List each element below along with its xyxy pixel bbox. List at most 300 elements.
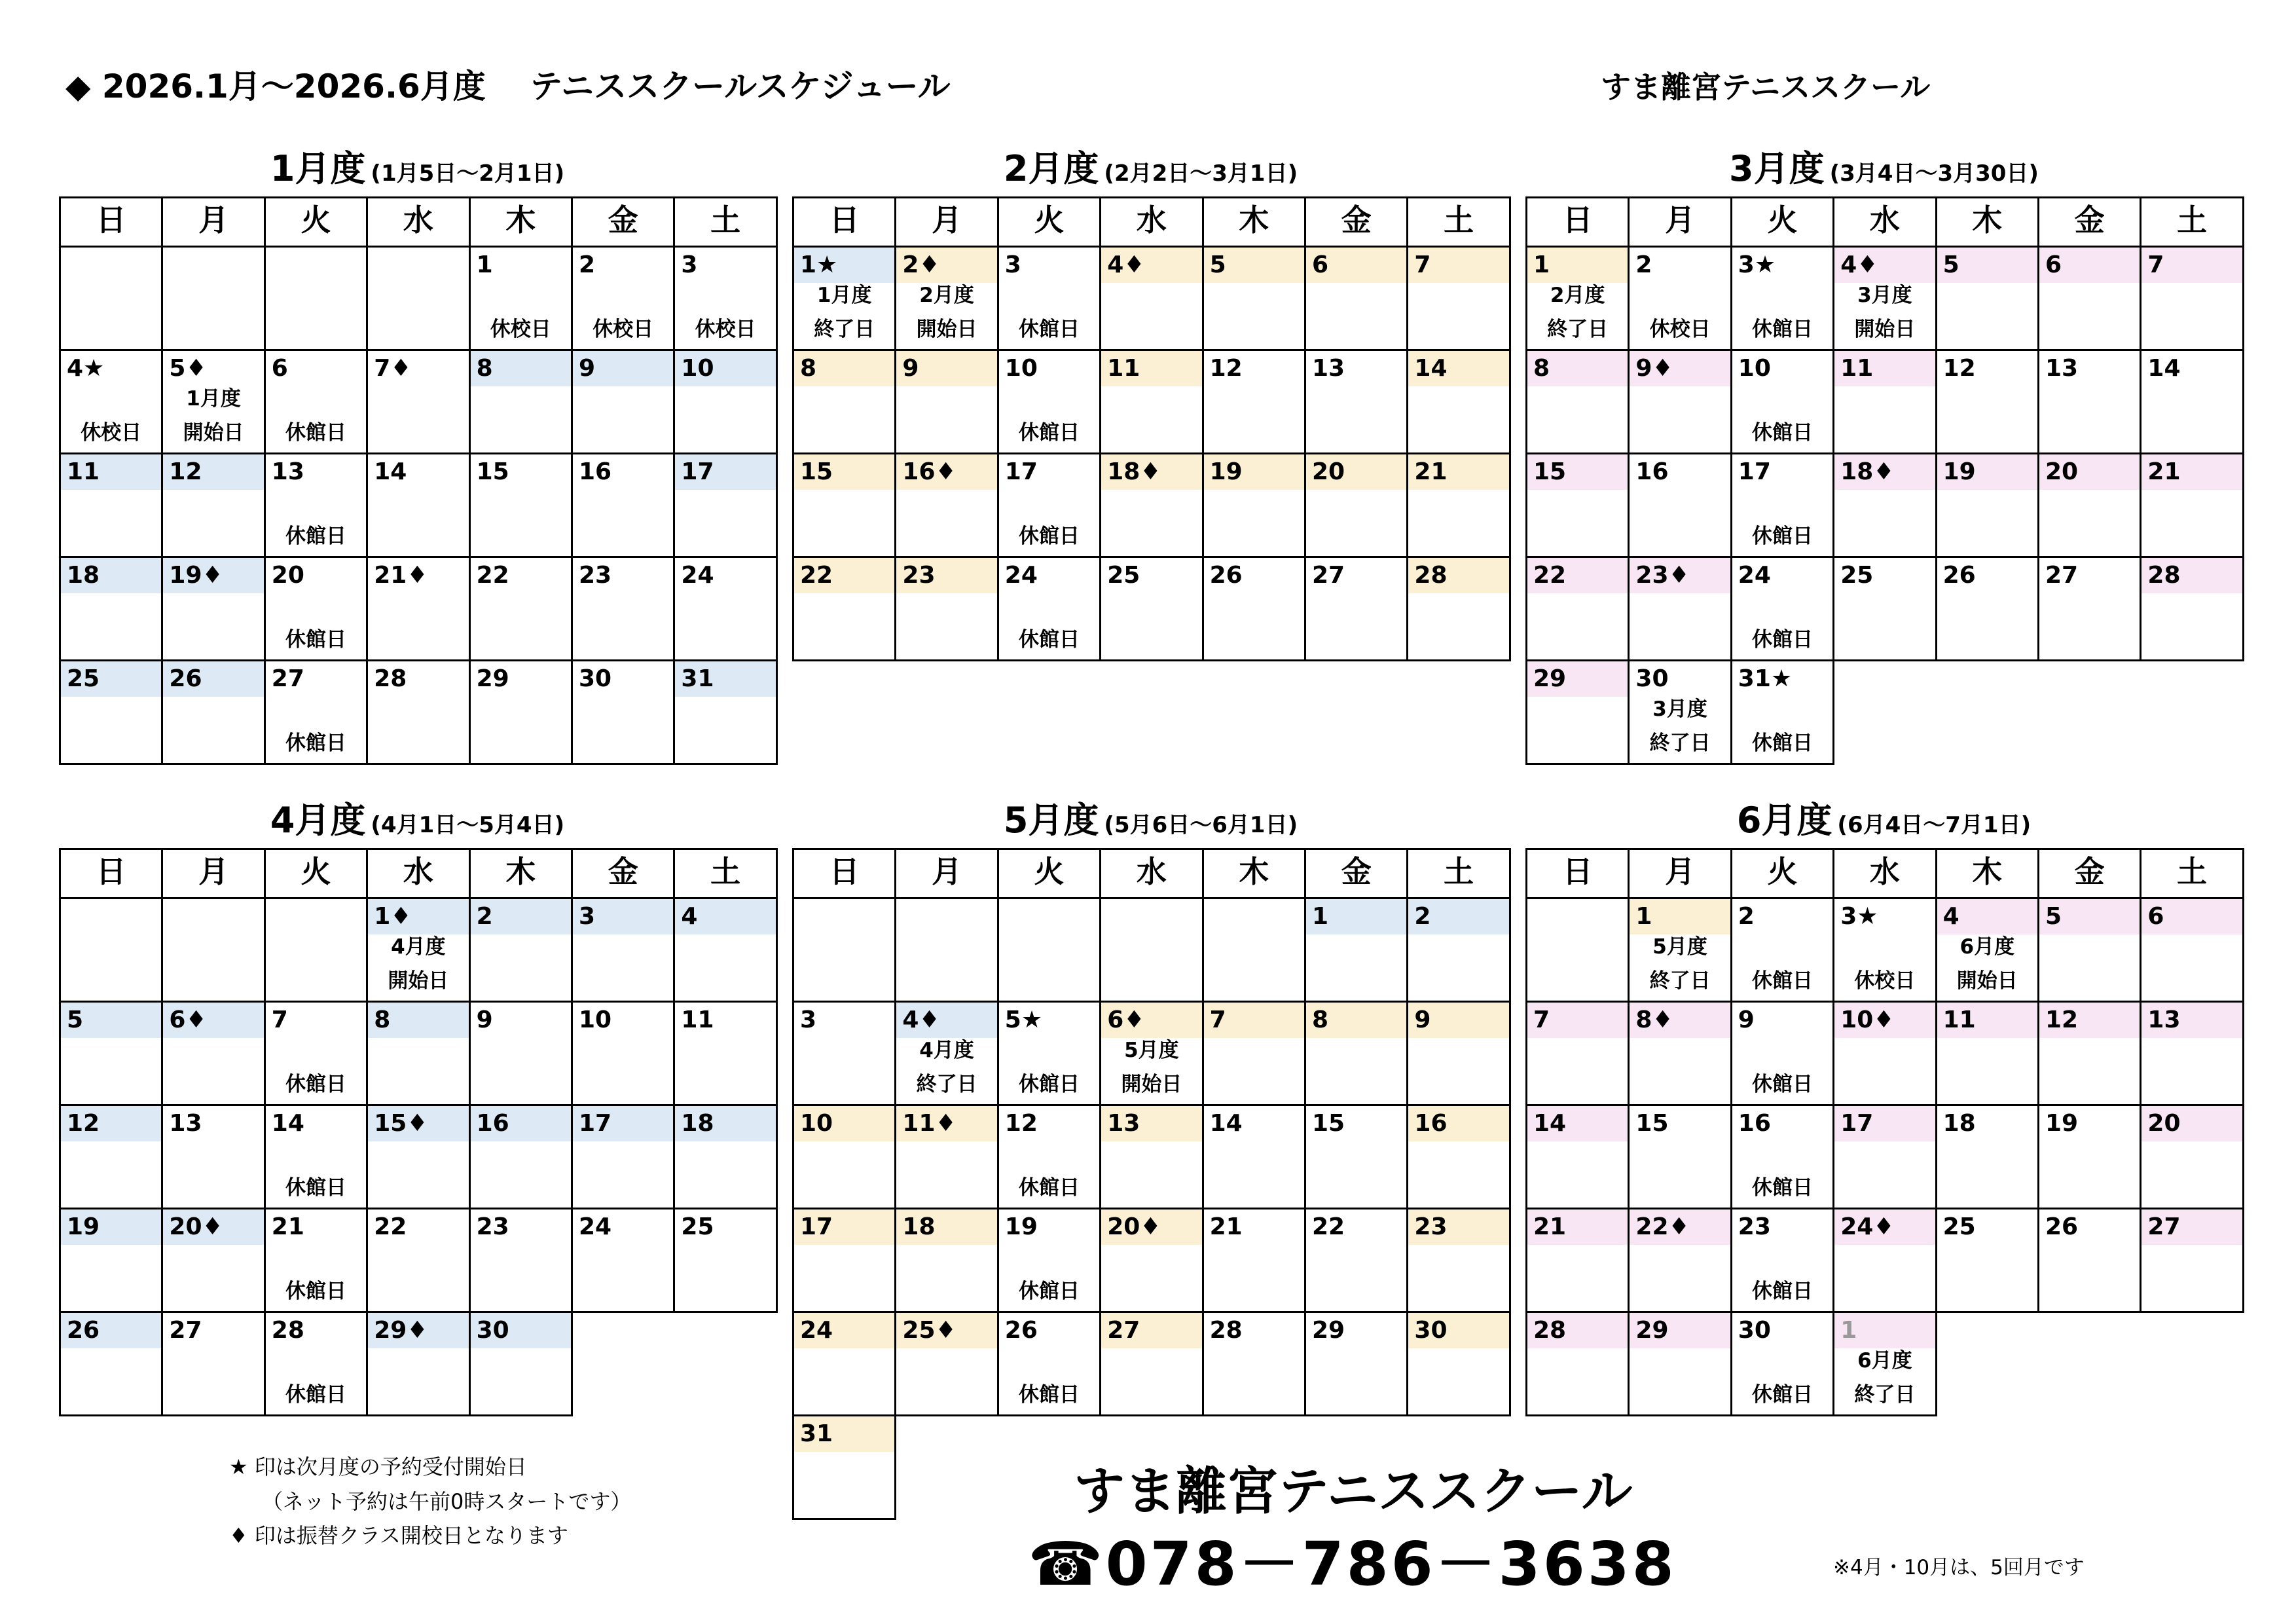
day-note: 1月度 開始日 (183, 387, 244, 445)
day-number: 21♦ (374, 562, 428, 589)
day-note: 休館日 (285, 525, 346, 548)
day-cell (1202, 1208, 1306, 1313)
month-label: 3月度 (1729, 148, 1825, 189)
day-number: 7 (1527, 1003, 1628, 1038)
day-cell (1525, 1311, 1630, 1416)
day-cell (1202, 452, 1306, 558)
day-number: 6♦ (163, 1003, 263, 1038)
day-number: 26 (1942, 562, 1976, 589)
day-number: 29 (1630, 1313, 1730, 1348)
day-note: 休館日 (1018, 1383, 1080, 1407)
weekday-header: 日 (792, 848, 896, 899)
day-note: 休館日 (285, 1176, 346, 1200)
month-range: (5月6日～6月1日) (1104, 812, 1298, 838)
day-cell (2140, 897, 2244, 1003)
day-cell (894, 349, 998, 454)
month-label: 6月度 (1736, 800, 1832, 841)
day-number: 22♦ (1630, 1209, 1730, 1245)
day-cell (1406, 1001, 1510, 1106)
day-number: 7 (271, 1006, 288, 1033)
day-number: 3 (681, 251, 698, 278)
weekday-header: 日 (1525, 196, 1630, 248)
day-cell (792, 1104, 896, 1209)
day-number: 21 (2141, 454, 2242, 490)
day-cell (59, 452, 163, 558)
weekday-header: 金 (1304, 196, 1408, 248)
day-number: 30 (1408, 1313, 1508, 1348)
day-cell (792, 1414, 896, 1520)
day-number: 29 (1312, 1317, 1345, 1344)
day-note: 休館日 (285, 1073, 346, 1096)
day-number: 28 (271, 1317, 304, 1344)
day-cell (673, 1104, 777, 1209)
day-cell (161, 897, 265, 1003)
day-cell (1832, 246, 1937, 351)
day-cell (1628, 659, 1732, 765)
day-number: 26 (1209, 562, 1243, 589)
day-number: 18♦ (1834, 454, 1935, 490)
calendar-title (792, 141, 1509, 191)
day-number: 17 (675, 454, 775, 490)
day-cell (59, 556, 163, 661)
weekday-header: 月 (1628, 196, 1732, 248)
day-number: 19 (2045, 1110, 2079, 1137)
day-number: 27 (2045, 562, 2079, 589)
calendar-title (792, 792, 1509, 843)
day-cell (673, 1208, 777, 1313)
day-number: 4 (675, 899, 775, 934)
day-number: 27 (2141, 1209, 2242, 1245)
day-cell (1202, 349, 1306, 454)
day-number: 15 (1312, 1110, 1345, 1137)
weekday-header: 金 (571, 848, 675, 899)
day-cell (571, 1001, 675, 1106)
month-range: (1月5日～2月1日) (371, 160, 565, 187)
day-cell (2037, 1208, 2141, 1313)
day-number: 18 (896, 1209, 996, 1245)
day-cell (571, 897, 675, 1003)
day-cell (1832, 897, 1937, 1003)
day-number: 22 (374, 1213, 407, 1240)
day-note: 休館日 (1751, 525, 1813, 548)
month-range: (4月1日～5月4日) (371, 812, 565, 838)
day-note: 休館日 (1751, 1280, 1813, 1303)
day-number: 28 (2141, 558, 2242, 593)
day-number: 13 (1312, 355, 1345, 382)
day-cell (673, 1001, 777, 1106)
day-number: 14 (1527, 1106, 1628, 1141)
day-number: 21 (1408, 454, 1508, 490)
day-cell (1406, 897, 1510, 1003)
day-cell (1730, 897, 1834, 1003)
weekday-header: 金 (1304, 848, 1408, 899)
weekday-header: 日 (59, 848, 163, 899)
weekday-header: 火 (264, 848, 368, 899)
day-cell (792, 1311, 896, 1416)
day-cell (894, 897, 998, 1003)
day-note: 6月度 開始日 (1956, 935, 2018, 993)
day-cell (1099, 556, 1203, 661)
day-number: 7 (1408, 248, 1508, 283)
day-cell (366, 897, 470, 1003)
day-cell (59, 659, 163, 765)
day-number: 16 (471, 1106, 571, 1141)
day-cell (59, 1208, 163, 1313)
day-cell (2037, 246, 2141, 351)
day-number: 15 (1527, 454, 1628, 490)
day-number: 10 (675, 351, 775, 386)
day-cell (59, 1104, 163, 1209)
day-number: 11 (1937, 1003, 2037, 1038)
day-cell (469, 1311, 573, 1416)
weekday-header: 月 (161, 848, 265, 899)
day-note: 休館日 (1018, 1073, 1080, 1096)
day-cell (366, 556, 470, 661)
day-number: 12 (2039, 1003, 2140, 1038)
day-cell (59, 1001, 163, 1106)
day-cell (1525, 1001, 1630, 1106)
day-cell (1525, 246, 1630, 351)
day-number: 12 (163, 454, 263, 490)
day-number: 4 (1937, 899, 2037, 934)
day-note: 休館日 (1018, 628, 1080, 652)
day-number: 5 (61, 1003, 161, 1038)
weekday-header: 火 (997, 848, 1101, 899)
day-number: 16 (579, 458, 612, 485)
day-cell (264, 1001, 368, 1106)
weekday-header: 日 (59, 196, 163, 248)
day-cell (1832, 452, 1937, 558)
day-number: 13 (271, 458, 304, 485)
day-note: 休館日 (1018, 318, 1080, 341)
day-cell (792, 556, 896, 661)
day-note: 休館日 (1751, 318, 1813, 341)
weekday-header: 月 (894, 196, 998, 248)
day-cell (1628, 1001, 1732, 1106)
day-number: 28 (374, 665, 407, 692)
day-number: 15♦ (368, 1106, 468, 1141)
day-number: 8 (1527, 351, 1628, 386)
day-number: 23 (896, 558, 996, 593)
day-number: 8♦ (1630, 1003, 1730, 1038)
day-cell (673, 556, 777, 661)
day-number: 12 (1004, 1110, 1038, 1137)
day-number: 15 (476, 458, 509, 485)
day-cell (1525, 1208, 1630, 1313)
day-number: 17 (794, 1209, 894, 1245)
day-number: 23 (1408, 1209, 1508, 1245)
day-cell (1202, 1001, 1306, 1106)
day-cell (1935, 452, 2039, 558)
day-cell (1628, 1208, 1732, 1313)
weekday-header: 水 (1099, 848, 1203, 899)
day-number: 1 (1306, 899, 1406, 934)
day-cell (1730, 659, 1834, 765)
day-number: 12 (1209, 355, 1243, 382)
day-number: 20 (271, 562, 304, 589)
day-number: 7 (2141, 248, 2242, 283)
day-number: 28 (1408, 558, 1508, 593)
day-number: 2 (1408, 899, 1508, 934)
day-number: 13 (2141, 1003, 2242, 1038)
day-number: 20 (2141, 1106, 2242, 1141)
day-number: 3★ (1738, 251, 1776, 278)
day-cell (894, 1311, 998, 1416)
day-cell (1304, 1311, 1408, 1416)
day-number: 14 (271, 1110, 304, 1137)
day-note: 休校日 (81, 421, 142, 445)
day-cell (2140, 349, 2244, 454)
day-number: 23♦ (1630, 558, 1730, 593)
day-number: 5★ (1004, 1006, 1043, 1033)
day-number: 10 (579, 1006, 612, 1033)
month-label: 2月度 (1003, 148, 1099, 189)
day-cell (2140, 556, 2244, 661)
day-number: 24 (1004, 562, 1038, 589)
day-cell (1304, 1001, 1408, 1106)
day-cell (469, 659, 573, 765)
weekday-header: 土 (1406, 196, 1510, 248)
day-cell (673, 349, 777, 454)
day-note: 休館日 (1018, 525, 1080, 548)
day-cell (1304, 1208, 1408, 1313)
day-cell (1406, 246, 1510, 351)
day-note: 休館日 (1018, 421, 1080, 445)
calendar-title (59, 792, 776, 843)
day-cell (1628, 452, 1732, 558)
day-number: 16 (1635, 458, 1669, 485)
day-note: 4月度 開始日 (388, 935, 449, 993)
day-number: 4♦ (1834, 248, 1935, 283)
day-number: 12 (61, 1106, 161, 1141)
weekday-header: 土 (673, 196, 777, 248)
day-number: 22 (794, 558, 894, 593)
weekday-header: 木 (1935, 196, 2039, 248)
day-cell (1304, 897, 1408, 1003)
day-cell (997, 452, 1101, 558)
day-number: 2 (471, 899, 571, 934)
day-number: 9 (1738, 1006, 1755, 1033)
day-number: 28 (1527, 1313, 1628, 1348)
day-cell (1935, 556, 2039, 661)
day-cell (997, 1311, 1101, 1416)
day-note: 6月度 終了日 (1854, 1349, 1916, 1407)
day-number: 25♦ (896, 1313, 996, 1348)
page-title: ◆ 2026.1月～2026.6月度 テニススクールスケジュール (65, 67, 951, 105)
day-number: 5 (1937, 248, 2037, 283)
day-cell (997, 246, 1101, 351)
day-number: 1♦ (368, 899, 468, 934)
day-number: 25 (61, 661, 161, 697)
day-cell (894, 246, 998, 351)
day-number: 17 (1004, 458, 1038, 485)
day-number: 8 (471, 351, 571, 386)
day-note: 2月度 終了日 (1547, 284, 1609, 341)
day-number: 26 (2045, 1213, 2079, 1240)
day-cell (1935, 1001, 2039, 1106)
day-number: 21 (1209, 1213, 1243, 1240)
day-cell (1628, 1104, 1732, 1209)
day-number: 10 (1738, 355, 1771, 382)
day-number: 8 (1306, 1003, 1406, 1038)
day-cell (59, 1311, 163, 1416)
day-note: 休館日 (1018, 1176, 1080, 1200)
day-number: 1 (476, 251, 493, 278)
day-number: 21 (1527, 1209, 1628, 1245)
day-number: 17 (1738, 458, 1771, 485)
day-number: 3 (1004, 251, 1021, 278)
day-number: 2 (1738, 903, 1755, 930)
day-cell (792, 452, 896, 558)
calendar-title (1525, 792, 2242, 843)
day-number: 20♦ (1101, 1209, 1201, 1245)
day-cell (997, 556, 1101, 661)
day-number: 6 (2141, 899, 2242, 934)
day-cell (59, 349, 163, 454)
day-number: 11 (61, 454, 161, 490)
day-cell (1099, 1104, 1203, 1209)
day-cell (1202, 556, 1306, 661)
day-cell (2037, 349, 2141, 454)
day-number: 11 (681, 1006, 714, 1033)
day-number: 24 (1738, 562, 1771, 589)
day-cell (997, 349, 1101, 454)
day-cell (264, 1311, 368, 1416)
day-number: 4♦ (896, 1003, 996, 1038)
day-number: 5 (1204, 248, 1304, 283)
day-cell (792, 246, 896, 351)
day-number: 10♦ (1834, 1003, 1935, 1038)
day-cell (1406, 1311, 1510, 1416)
day-note: 休校日 (592, 318, 654, 341)
day-number: 18 (675, 1106, 775, 1141)
day-cell (571, 1208, 675, 1313)
day-note: 休館日 (1018, 1280, 1080, 1303)
day-number: 6 (2039, 248, 2140, 283)
day-note: 休校日 (1649, 318, 1711, 341)
day-cell (894, 1001, 998, 1106)
day-cell (1730, 349, 1834, 454)
day-number: 27 (1101, 1313, 1201, 1348)
day-number: 9 (476, 1006, 493, 1033)
day-note: 5月度 終了日 (1649, 935, 1711, 993)
day-cell (469, 1001, 573, 1106)
day-number: 16 (1738, 1110, 1771, 1137)
legend-star: ★ 印は次月度の予約受付開始日 (229, 1454, 527, 1479)
day-number: 19♦ (163, 558, 263, 593)
weekday-header: 水 (1832, 196, 1937, 248)
day-cell (792, 897, 896, 1003)
weekday-header: 火 (264, 196, 368, 248)
day-number: 31 (794, 1416, 894, 1452)
day-note: 休館日 (285, 1280, 346, 1303)
day-cell (894, 556, 998, 661)
day-cell (1304, 556, 1408, 661)
day-number: 1 (1834, 1313, 1935, 1348)
day-number: 3 (800, 1006, 817, 1033)
day-cell (2037, 1104, 2141, 1209)
day-cell (997, 1208, 1101, 1313)
day-cell (1525, 452, 1630, 558)
day-cell (161, 1208, 265, 1313)
day-number: 23 (1738, 1213, 1771, 1240)
day-number: 2 (579, 251, 596, 278)
day-number: 30 (1635, 665, 1669, 692)
day-number: 22 (476, 562, 509, 589)
day-number: 10 (794, 1106, 894, 1141)
day-cell (1202, 897, 1306, 1003)
day-number: 19 (1937, 454, 2037, 490)
weekday-header: 土 (673, 848, 777, 899)
day-cell (1730, 1001, 1834, 1106)
day-cell (997, 1001, 1101, 1106)
day-number: 27 (1312, 562, 1345, 589)
day-cell (366, 452, 470, 558)
day-number: 26 (61, 1313, 161, 1348)
day-cell (1628, 897, 1732, 1003)
day-cell (894, 1208, 998, 1313)
day-number: 13 (169, 1110, 202, 1137)
day-cell (1832, 1001, 1937, 1106)
day-cell (1099, 897, 1203, 1003)
day-number: 19 (61, 1209, 161, 1245)
day-note: 休館日 (1751, 1383, 1813, 1407)
day-cell (2140, 246, 2244, 351)
day-note: 休館日 (285, 628, 346, 652)
weekday-header: 木 (469, 196, 573, 248)
day-number: 7♦ (374, 355, 412, 382)
day-cell (1525, 556, 1630, 661)
weekday-header: 月 (1628, 848, 1732, 899)
day-cell (1935, 1104, 2039, 1209)
weekday-header: 水 (366, 848, 470, 899)
day-note: 休館日 (1751, 1176, 1813, 1200)
day-cell (1099, 1208, 1203, 1313)
weekday-header: 火 (997, 196, 1101, 248)
day-note: 休館日 (285, 421, 346, 445)
weekday-header: 水 (1832, 848, 1937, 899)
day-cell (161, 1311, 265, 1416)
day-cell (1525, 1104, 1630, 1209)
weekday-header: 木 (1202, 848, 1306, 899)
day-cell (1304, 1104, 1408, 1209)
weekday-header: 月 (894, 848, 998, 899)
day-number: 25 (1942, 1213, 1976, 1240)
day-number: 19 (1004, 1213, 1038, 1240)
day-number: 29♦ (368, 1313, 468, 1348)
day-cell (1935, 897, 2039, 1003)
day-cell (673, 659, 777, 765)
day-cell (2037, 1001, 2141, 1106)
day-cell (571, 659, 675, 765)
day-cell (1525, 659, 1630, 765)
day-cell (1099, 246, 1203, 351)
day-cell (571, 349, 675, 454)
day-cell (1099, 1311, 1203, 1416)
day-number: 26 (1004, 1317, 1038, 1344)
day-number: 2♦ (896, 248, 996, 283)
day-number: 20♦ (163, 1209, 263, 1245)
day-number: 31 (675, 661, 775, 697)
day-number: 11 (1101, 351, 1201, 386)
day-number: 19 (1204, 454, 1304, 490)
day-number: 24 (579, 1213, 612, 1240)
day-cell (1202, 1104, 1306, 1209)
day-cell (2037, 556, 2141, 661)
day-cell (1935, 246, 2039, 351)
day-cell (59, 246, 163, 351)
day-number: 8 (794, 351, 894, 386)
